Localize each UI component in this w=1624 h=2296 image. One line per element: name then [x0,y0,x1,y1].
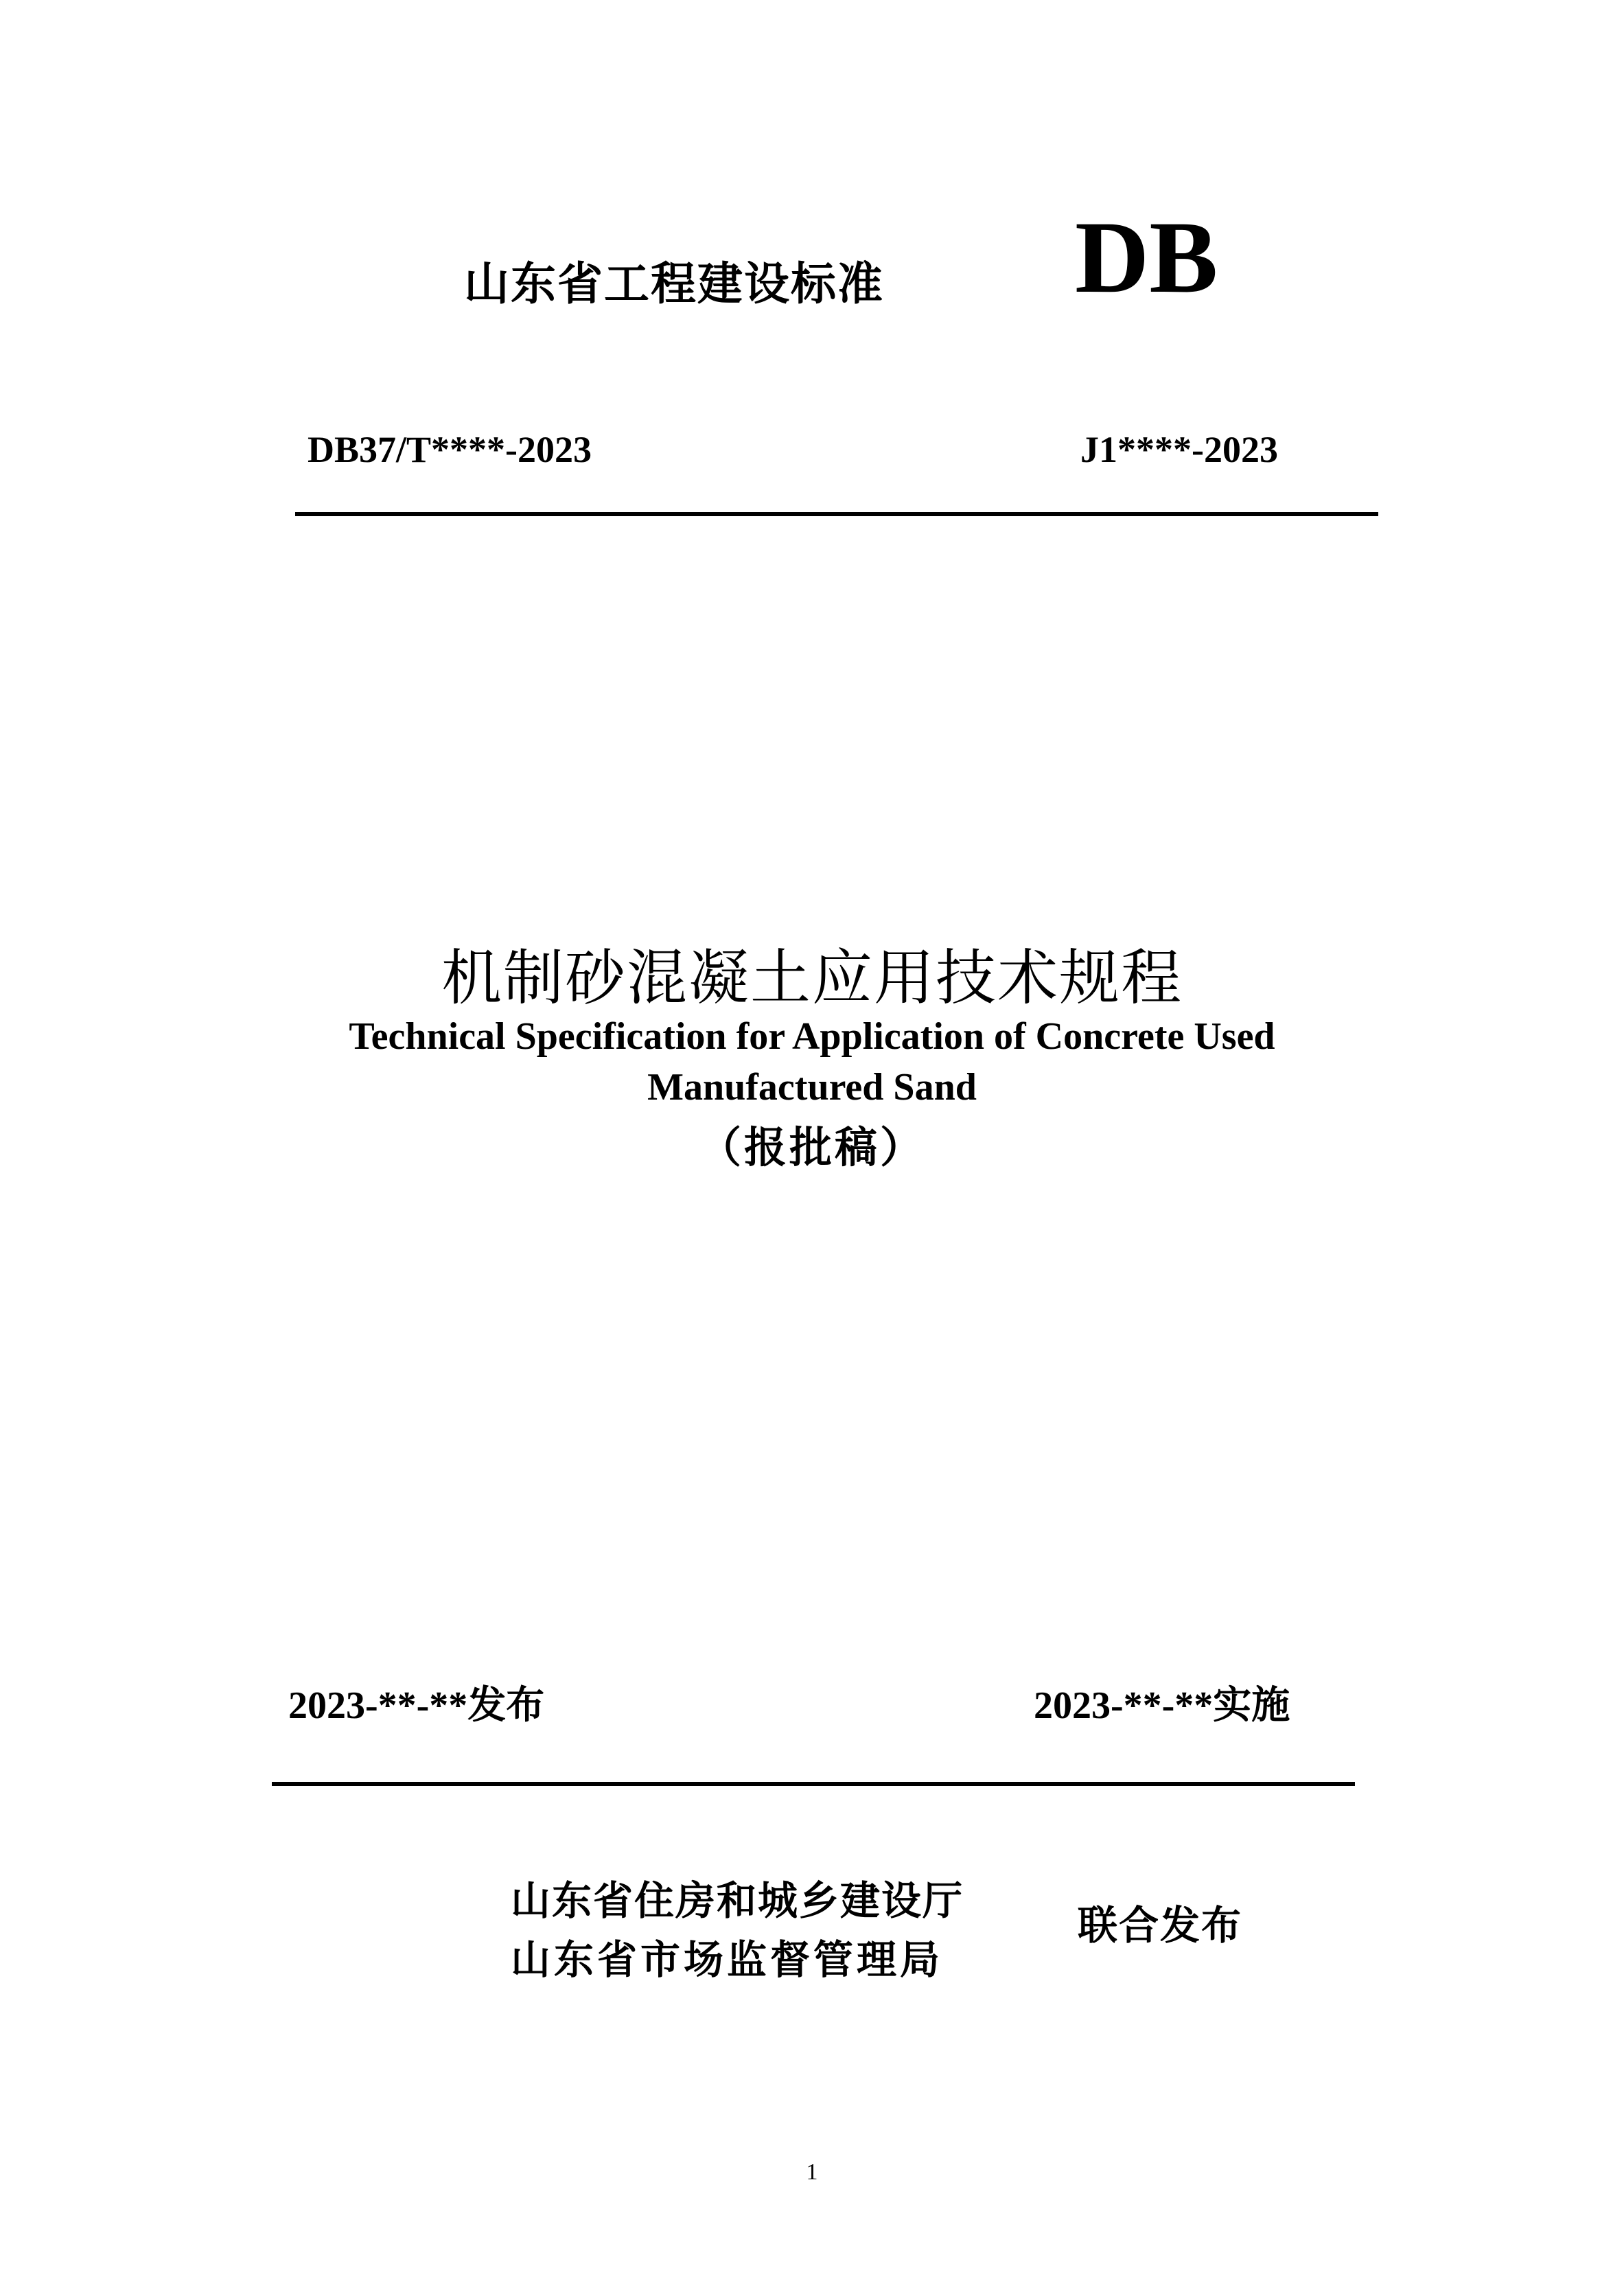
issuer-market-regulation: 山东省市场监督管理局 [511,1936,944,1983]
db-mark: DB [1075,200,1218,314]
filing-code: J1****-2023 [1080,429,1278,470]
bottom-divider [272,1782,1355,1786]
issuer-housing-department: 山东省住房和城乡建设厅 [511,1877,964,1924]
document-title-chinese: 机制砂混凝土应用技术规程 [441,942,1183,1013]
document-title-english-line1: Technical Specification for Application of Concrete Used [349,1015,1275,1058]
joint-release-label: 联合发布 [1078,1902,1243,1949]
issue-date: 2023-**-**发布 [288,1684,545,1727]
implementation-date: 2023-**-**实施 [1034,1684,1290,1727]
page-number: 1 [806,2159,818,2185]
draft-status: （报批稿） [698,1122,925,1172]
standard-code: DB37/T****-2023 [308,429,592,470]
standard-category-title: 山东省工程建设标准 [464,257,884,310]
top-divider [295,512,1378,516]
document-title-english-line2: Manufactured Sand [647,1066,977,1109]
